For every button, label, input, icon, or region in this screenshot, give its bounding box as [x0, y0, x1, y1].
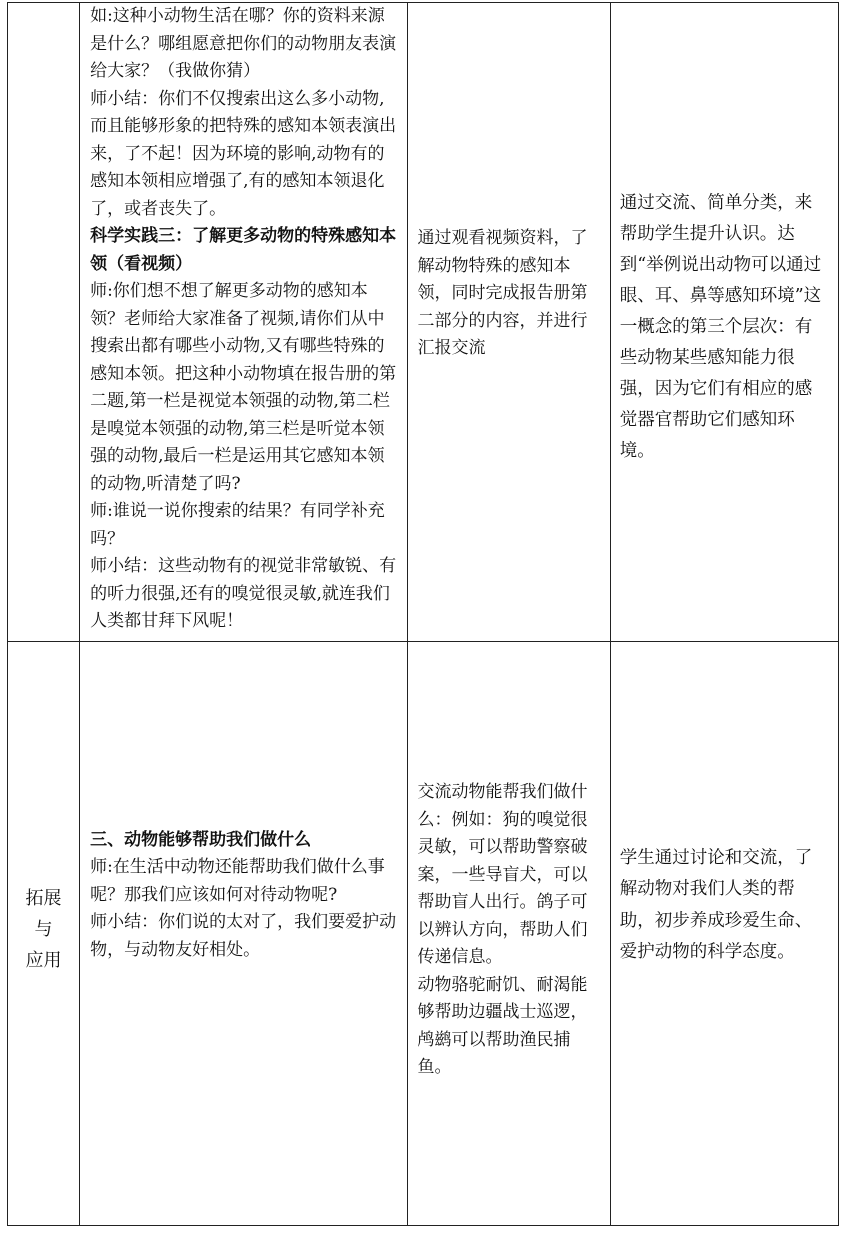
student-activity-cell: [408, 642, 610, 1226]
table-row: [8, 642, 839, 1226]
student-activity-text: 动物骆驼耐饥、耐渴能够帮助边疆战士巡逻，鸬鹚可以帮助渔民捕鱼。: [417, 974, 588, 1078]
design-intent-text: 学生通过讨论和交流，了解动物对我们人类的帮助，初步养成珍爱生命、爱护动物的科学态度。: [619, 847, 813, 962]
activity-paragraph: 如:这种小动物生活在哪？你的资料来源是什么？哪组愿意把你们的动物朋友表演给大家？（我做你猜）: [90, 6, 397, 81]
stage-label: 拓展 与 应用: [25, 888, 62, 971]
activity-paragraph: 师小结：你们说的太对了，我们要爱护动物，与动物友好相处。: [90, 912, 397, 960]
activity-paragraph: 师小结：这些动物有的视觉非常敏锐、有的听力很强,还有的嗅觉很灵敏,就连我们人类都甘拜下风呢！: [90, 556, 397, 631]
lesson-plan-table: [7, 2, 839, 1226]
student-activity-text: 交流动物能帮我们做什么：例如：狗的嗅觉很灵敏，可以帮助警察破案，一些导盲犬，可以帮助盲人出行。鸽子可以辨认方向，帮助人们传递信息。: [417, 782, 588, 968]
activity-paragraph: 师:在生活中动物还能帮助我们做什么事呢？那我们应该如何对待动物呢?: [90, 857, 385, 905]
stage-cell: [8, 3, 80, 642]
student-activity-text: 通过观看视频资料，了解动物特殊的感知本领，同时完成报告册第二部分的内容，并进行汇报交流: [417, 228, 588, 359]
activity-paragraph: 师:谁说一说你搜索的结果？有同学补充吗？: [90, 501, 385, 549]
section-heading: 三、动物能够帮助我们做什么: [90, 829, 312, 850]
design-intent-text: 通过交流、简单分类，来帮助学生提升认识。达到“举例说出动物可以通过眼、耳、鼻等感知环境”这一概念的第三个层次：有些动物某些感知能力很强，因为它们有相应的感觉器官帮助它们感知环境。: [619, 192, 822, 461]
activity-paragraph: 师小结：你们不仅搜索出这么多小动物,而且能够形象的把特殊的感知本领表演出来，了不起！因为环境的影响,动物有的感知本领相应增强了,有的感知本领退化了，或者丧失了。: [90, 88, 397, 219]
teacher-activity-cell: [80, 642, 408, 1226]
design-intent-cell: [610, 642, 838, 1226]
section-heading: 科学实践三：了解更多动物的特殊感知本领（看视频）: [90, 226, 397, 274]
design-intent-cell: [610, 3, 838, 642]
teacher-activity-cell: [80, 3, 408, 642]
stage-cell: [8, 642, 80, 1226]
activity-paragraph: 师:你们想不想了解更多动物的感知本领？老师给大家准备了视频,请你们从中搜索出都有哪些小动物,又有哪些特殊的感知本领。把这种小动物填在报告册的第二题,第一栏是视觉本领强的动物,第二栏是嗅觉本领强的动物,第三栏是听觉本领强的动物,最后一栏是运用其它感知本领的动物,听清楚了吗?: [90, 281, 397, 494]
table-row: [8, 3, 839, 642]
student-activity-cell: [408, 3, 610, 642]
